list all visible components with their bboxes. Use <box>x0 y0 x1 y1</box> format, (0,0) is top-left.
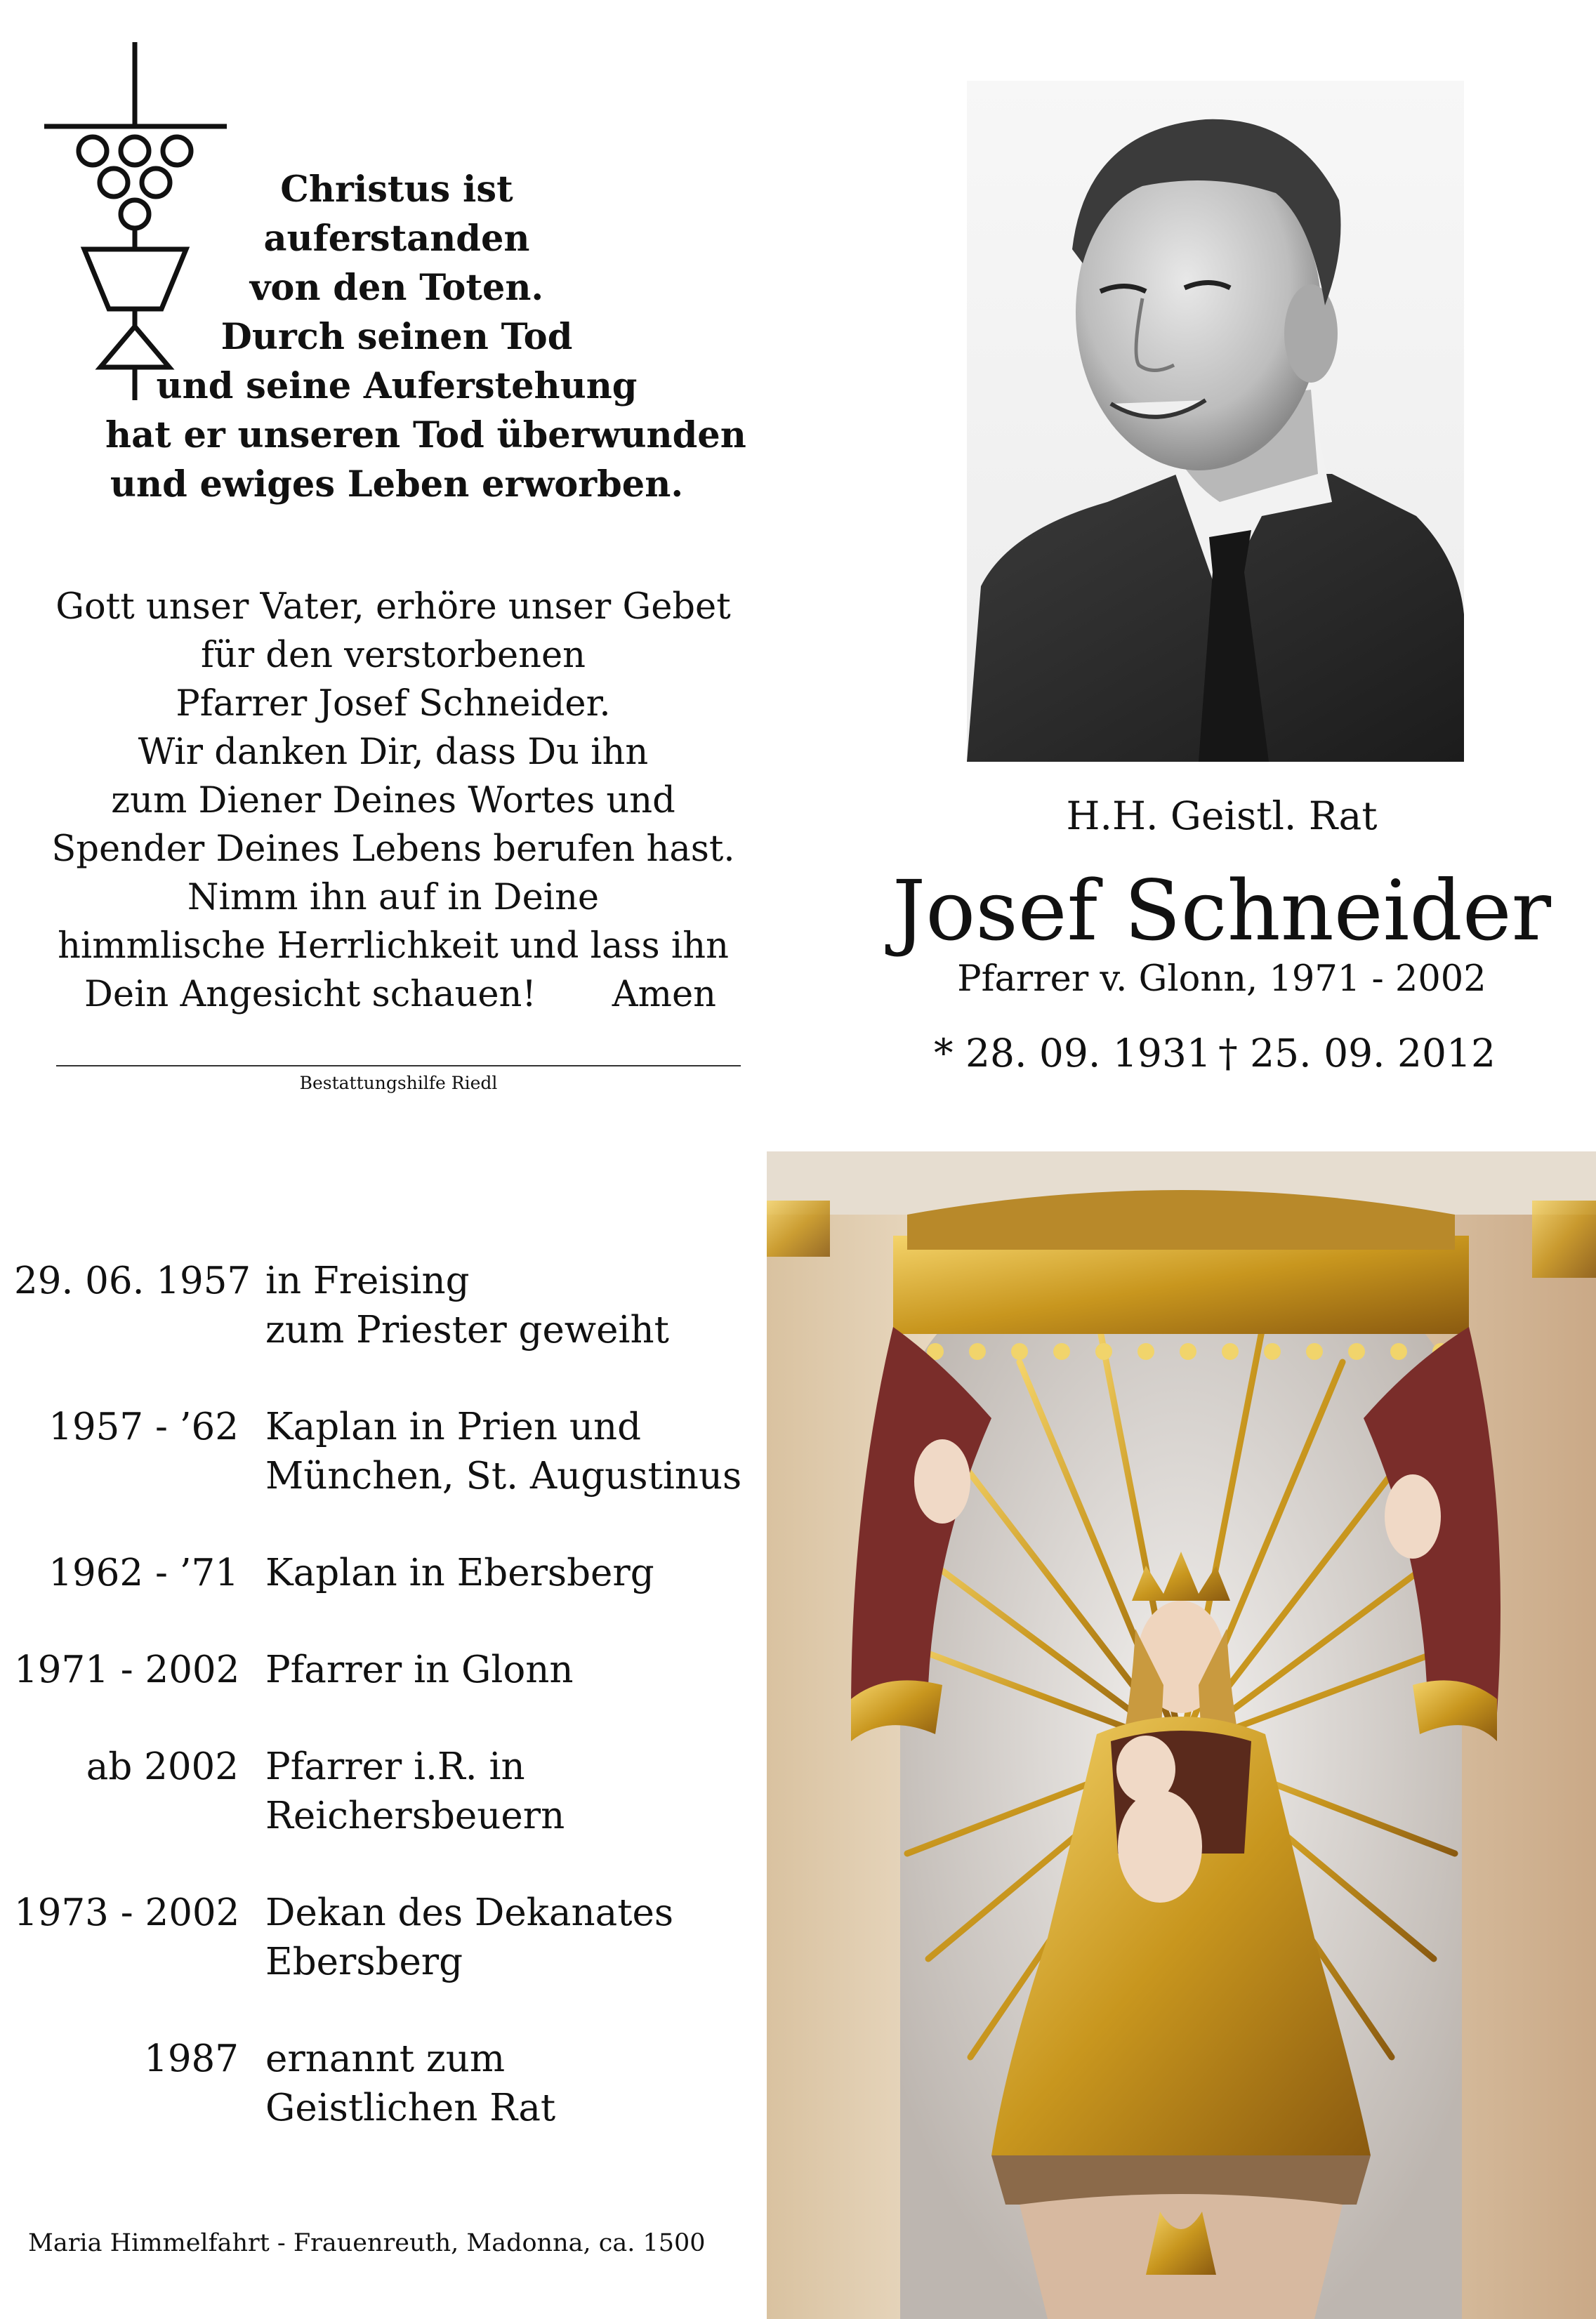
cv-year: ab 2002 <box>86 1745 239 1788</box>
easter-verse-line: und seine Auferstehung <box>156 365 638 407</box>
cv-description-line: München, St. Augustinus <box>265 1455 742 1498</box>
cv-year: 29. 06. 1957 <box>14 1260 251 1302</box>
cv-description-line: Ebersberg <box>265 1941 463 1983</box>
person-office: Pfarrer v. Glonn, 1971 - 2002 <box>957 958 1486 1000</box>
cv-entry <box>14 1646 758 1695</box>
cv-description <box>265 1743 758 1841</box>
birth-date: * 28. 09. 1931 <box>934 1031 1211 1076</box>
image-caption: Maria Himmelfahrt - Frauenreuth, Madonna, ca. 1500 <box>28 2229 706 2257</box>
cv-year: 1987 <box>144 2037 239 2080</box>
easter-verse-line: Durch seinen Tod <box>220 316 573 358</box>
prayer-line: Spender Deines Lebens berufen hast. <box>51 828 735 870</box>
cv-description-line: Pfarrer i.R. in <box>265 1745 525 1788</box>
person-name: Josef Schneider <box>892 862 1552 959</box>
cv-description-line: Kaplan in Ebersberg <box>265 1552 654 1594</box>
person-title: H.H. Geistl. Rat <box>1066 793 1378 838</box>
prayer-last-line <box>42 970 744 1019</box>
cv-entry <box>14 1403 758 1501</box>
cv-year: 1957 - ’62 <box>48 1406 239 1448</box>
easter-verse-line: und ewiges Leben erworben. <box>110 463 684 506</box>
prayer-line: Nimm ihn auf in Deine <box>187 877 600 918</box>
cv-year: 1973 - 2002 <box>14 1891 240 1934</box>
cv-description-line: Kaplan in Prien und <box>265 1406 642 1448</box>
cv-description-line: zum Priester geweiht <box>265 1309 669 1352</box>
cv-description-line: Geistlichen Rat <box>265 2087 556 2129</box>
madonna-altar-photo <box>767 1151 1596 2319</box>
prayer-text <box>42 583 744 1019</box>
cv-description <box>265 1646 758 1695</box>
cv-description <box>265 1403 758 1501</box>
life-dates <box>934 1031 1496 1076</box>
death-date: † 25. 09. 2012 <box>1218 1031 1496 1076</box>
cv-description <box>265 2035 758 2133</box>
cv-description-line: Dekan des Dekanates <box>265 1891 674 1934</box>
cv-year: 1971 - 2002 <box>14 1649 240 1691</box>
prayer-last-text: Dein Angesicht schauen! <box>84 974 536 1015</box>
cv-description-line: Pfarrer in Glonn <box>265 1649 574 1691</box>
divider <box>56 1065 741 1066</box>
prayer-line: zum Diener Deines Wortes und <box>111 780 675 821</box>
cv-description <box>265 1889 758 1987</box>
cv-entry <box>14 1257 758 1355</box>
easter-verse-line: von den Toten. <box>249 267 544 309</box>
cv-entry <box>14 1549 758 1598</box>
cv-description-line: ernannt zum <box>265 2037 506 2080</box>
cv-entry <box>14 1743 758 1841</box>
amen: Amen <box>612 974 716 1015</box>
prayer-line: himmlische Herrlichkeit und lass ihn <box>58 925 729 967</box>
prayer-line: Pfarrer Josef Schneider. <box>176 683 611 725</box>
easter-verse <box>105 165 746 509</box>
prayer-line: Wir danken Dir, dass Du ihn <box>138 732 649 773</box>
easter-verse-line: hat er unseren Tod überwunden <box>105 414 746 456</box>
cv-description-line: in Freising <box>265 1260 470 1302</box>
cv-description <box>265 1257 758 1355</box>
cv-description <box>265 1549 758 1598</box>
cv-entry <box>14 2035 758 2133</box>
funeral-home: Bestattungshilfe Riedl <box>299 1073 498 1093</box>
curriculum-vitae <box>14 1257 758 2181</box>
cv-year: 1962 - ’71 <box>48 1552 239 1594</box>
cv-description-line: Reichersbeuern <box>265 1795 565 1837</box>
cv-entry <box>14 1889 758 1987</box>
prayer-line: für den verstorbenen <box>200 635 586 676</box>
portrait-photo <box>967 81 1464 762</box>
prayer-line: Gott unser Vater, erhöre unser Gebet <box>55 586 731 628</box>
easter-verse-line: auferstanden <box>263 218 530 260</box>
easter-verse-line: Christus ist <box>280 169 513 211</box>
